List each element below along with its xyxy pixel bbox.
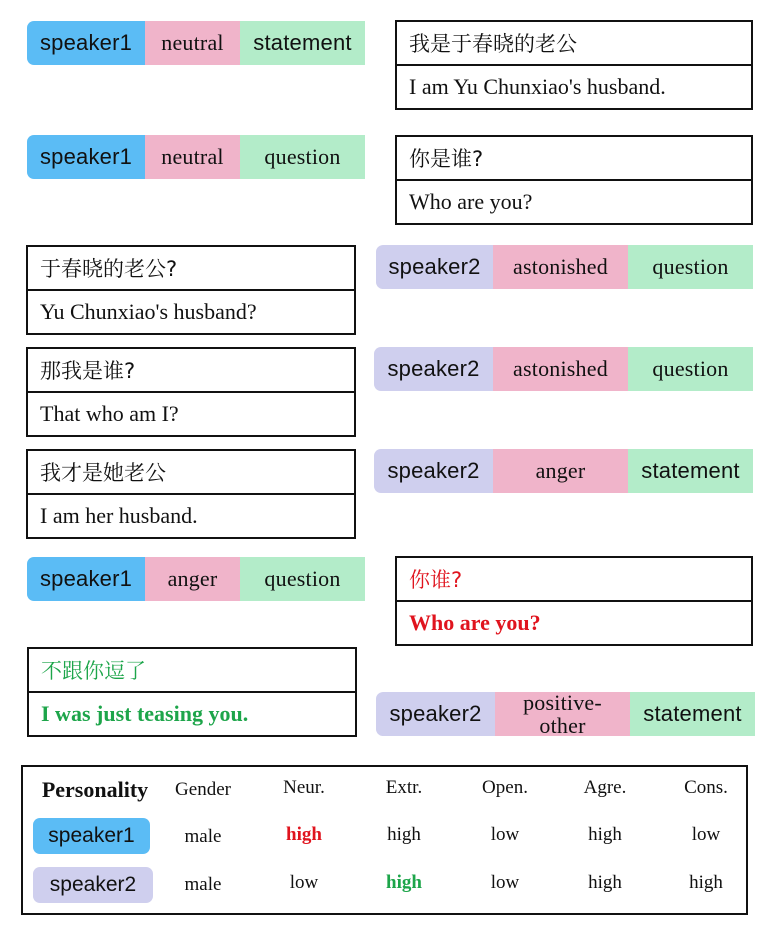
dialogue-act-tag: question — [628, 347, 753, 391]
header-agreeableness: Agre. — [583, 777, 627, 798]
personality-table — [21, 765, 748, 915]
emotion-tag-line2: other — [539, 713, 586, 738]
header-extraversion: Extr. — [385, 777, 423, 798]
utterance-box-highlighted — [395, 556, 753, 646]
utterance-box — [26, 347, 356, 437]
speaker2-neuroticism: low — [289, 872, 319, 893]
dialogue-act-tag: statement — [240, 21, 365, 65]
speaker2-conscientiousness: high — [689, 872, 723, 893]
utterance-english: I am Yu Chunxiao's husband. — [409, 74, 666, 99]
dialogue-act-tag: question — [240, 135, 365, 179]
emotion-tag — [495, 689, 630, 738]
speaker1-gender: male — [184, 826, 222, 847]
speaker2-agreeableness: high — [588, 872, 622, 893]
emotion-tag: anger — [493, 449, 628, 493]
utterance-english: Who are you? — [409, 610, 541, 635]
utterance-chinese: 不跟你逗了 — [29, 649, 355, 693]
dialogue-act-tag: statement — [630, 692, 755, 736]
speaker1-neuroticism: high — [286, 824, 322, 845]
utterance-english: That who am I? — [40, 401, 179, 426]
emotion-tag: astonished — [493, 347, 628, 391]
header-openness: Open. — [482, 777, 528, 798]
speaker-tag: speaker2 — [376, 692, 495, 736]
header-gender: Gender — [175, 779, 231, 800]
emotion-tag: neutral — [145, 135, 240, 179]
dialogue-act-tag: question — [628, 245, 753, 289]
personality-title: Personality — [41, 777, 149, 802]
speaker1-openness: low — [490, 824, 520, 845]
utterance-english: I am her husband. — [40, 503, 198, 528]
speaker-tag: speaker2 — [374, 449, 493, 493]
speaker-tag: speaker2 — [376, 245, 493, 289]
utterance-box-highlighted — [27, 647, 357, 737]
header-neuroticism: Neur. — [283, 777, 325, 798]
utterance-english: Who are you? — [409, 189, 533, 214]
personality-speaker1-badge: speaker1 — [33, 818, 150, 854]
speaker2-openness: low — [490, 872, 520, 893]
utterance-box — [26, 245, 356, 335]
utterance-chinese: 我才是她老公 — [28, 451, 354, 495]
emotion-tag-line1: positive- — [523, 689, 602, 715]
speaker1-agreeableness: high — [588, 824, 622, 845]
speaker-tag: speaker1 — [27, 135, 145, 179]
utterance-english: Yu Chunxiao's husband? — [40, 299, 257, 324]
dialogue-act-tag: statement — [628, 449, 753, 493]
utterance-box — [395, 20, 753, 110]
speaker-tag: speaker1 — [27, 557, 145, 601]
utterance-box — [395, 135, 753, 225]
speaker2-gender: male — [184, 874, 222, 895]
speaker-tag: speaker2 — [374, 347, 493, 391]
dialogue-act-tag: question — [240, 557, 365, 601]
header-conscientiousness: Cons. — [684, 777, 728, 798]
speaker-tag: speaker1 — [27, 21, 145, 65]
utterance-chinese: 你是谁? — [397, 137, 751, 181]
utterance-chinese: 于春晓的老公? — [28, 247, 354, 291]
utterance-box — [26, 449, 356, 539]
speaker1-extraversion: high — [387, 824, 421, 845]
emotion-tag: neutral — [145, 21, 240, 65]
utterance-chinese: 你谁? — [397, 558, 751, 602]
emotion-tag: astonished — [493, 245, 628, 289]
emotion-tag: anger — [145, 557, 240, 601]
utterance-english: I was just teasing you. — [41, 701, 249, 726]
utterance-chinese: 那我是谁? — [28, 349, 354, 393]
speaker1-conscientiousness: low — [691, 824, 721, 845]
personality-speaker2-badge: speaker2 — [33, 867, 153, 903]
speaker2-extraversion: high — [386, 872, 422, 893]
utterance-chinese: 我是于春晓的老公 — [397, 22, 751, 66]
